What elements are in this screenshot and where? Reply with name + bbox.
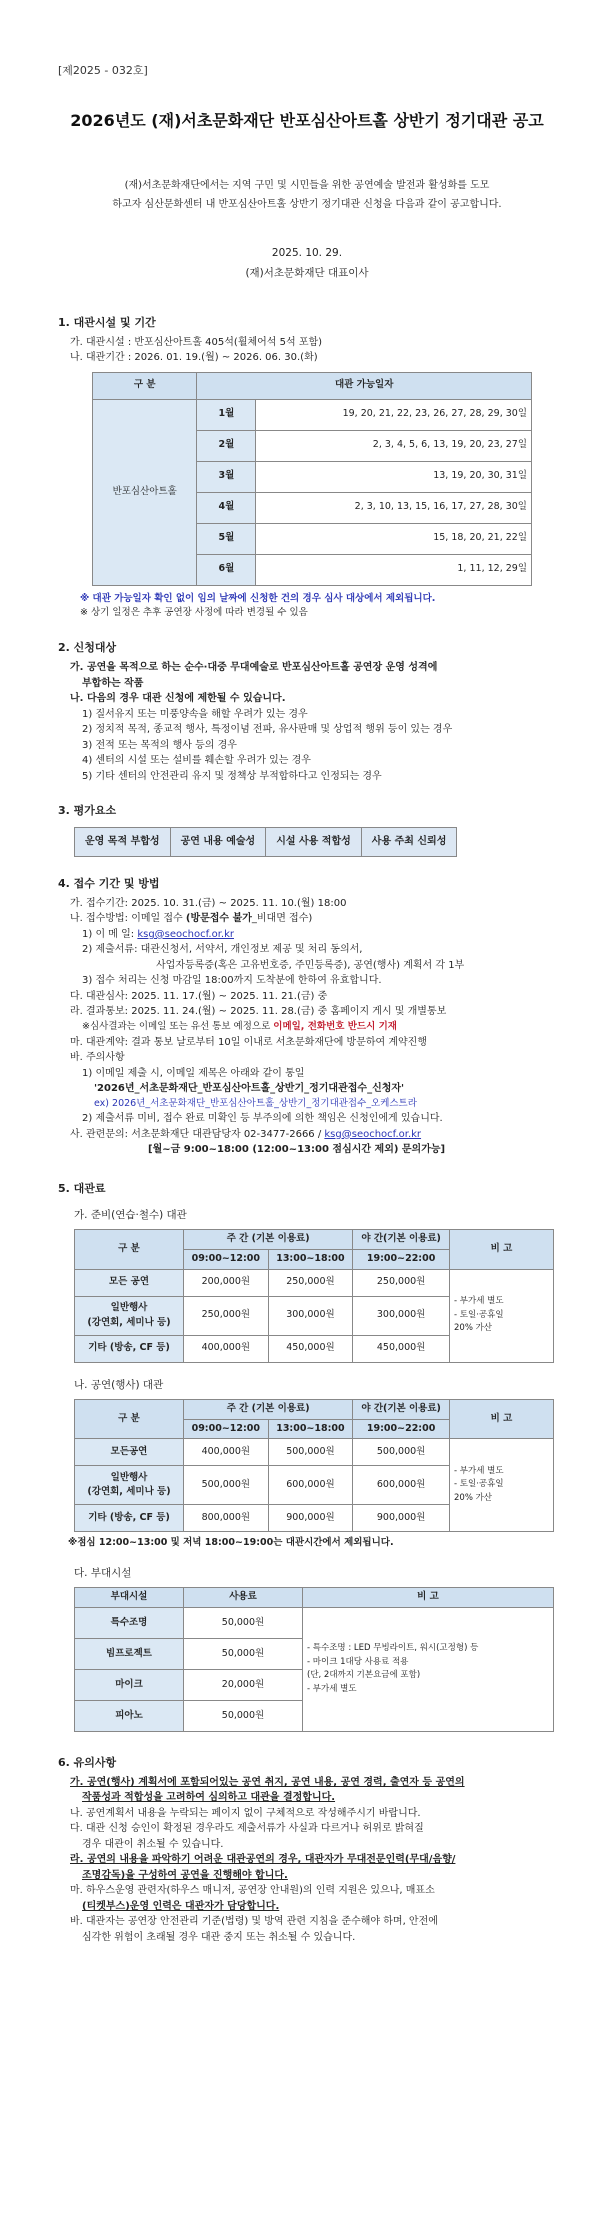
intro-paragraph — [58, 176, 556, 214]
period-line: 가. 접수기간: 2025. 10. 31.(금) ~ 2025. 11. 10.(월) 18:00 — [70, 897, 347, 909]
time-header: 13:00~18:00 — [268, 1419, 353, 1439]
issuer: (재)서초문화재단 대표이사 — [245, 266, 369, 279]
time-header: 09:00~12:00 — [184, 1249, 269, 1269]
page-title: 2026년도 (재)서초문화재단 반포심산아트홀 상반기 정기대관 공고 — [70, 111, 544, 131]
table-header: 야 간(기본 이용료) — [353, 1399, 450, 1419]
method-text: 나. 접수방법: 이메일 접수 — [70, 913, 186, 925]
fee-cell: 900,000원 — [268, 1505, 353, 1532]
equipment-fee: 50,000원 — [184, 1607, 303, 1638]
caution-item: 2) 제출서류 미비, 접수 완료 미확인 등 부주의에 의한 책임은 신청인에게 있습니다. — [82, 1113, 443, 1125]
subject-example: ex) 2026년_서초문화재단_반포심산아트홀_상반기_정기대관접수_오케스트라 — [94, 1097, 417, 1109]
caution-line: 조명감독)을 구성하여 공연을 진행해야 합니다. — [82, 1869, 288, 1881]
documents-line: 2) 제출서류: 대관신청서, 서약서, 개인정보 제공 및 처리 동의서, — [82, 944, 363, 956]
equipment-label: 특수조명 — [75, 1607, 184, 1638]
section-title: 4. 접수 기간 및 방법 — [58, 876, 160, 890]
period-line: 나. 대관기간 : 2026. 01. 19.(월) ~ 2026. 06. 30.(화) — [70, 352, 318, 364]
document-number: [제2025 - 032호] — [58, 64, 148, 77]
table-header: 사용료 — [184, 1588, 303, 1608]
row-label: 일반행사 (강연회, 세미나 등) — [75, 1296, 184, 1335]
caution-line: (티켓부스)운영 인력은 대관자가 담당합니다. — [82, 1900, 280, 1912]
row-label: 모든공연 — [75, 1439, 184, 1466]
row-label: 기타 (방송, CF 등) — [75, 1335, 184, 1362]
section-title: 5. 대관료 — [58, 1181, 106, 1195]
table-header: 대관 가능일자 — [197, 372, 532, 399]
restriction-line: 나. 다음의 경우 대관 신청에 제한될 수 있습니다. — [70, 693, 286, 705]
equipment-fee: 50,000원 — [184, 1638, 303, 1669]
row-label: 모든 공연 — [75, 1269, 184, 1296]
email-link[interactable]: ksg@seochocf.or.kr — [137, 928, 234, 940]
equipment-label: 마이크 — [75, 1669, 184, 1700]
fee-cell: 250,000원 — [268, 1269, 353, 1296]
restriction-item: 5) 기타 센터의 안전관리 유지 및 정책상 부적합하다고 인정되는 경우 — [82, 770, 382, 782]
time-header: 09:00~12:00 — [184, 1419, 269, 1439]
equipment-fee: 50,000원 — [184, 1700, 303, 1731]
table-header: 비 고 — [303, 1588, 554, 1608]
venue-cell: 반포심산아트홀 — [93, 399, 197, 585]
review-line: 다. 대관심사: 2025. 11. 17.(월) ~ 2025. 11. 21.(금) 중 — [70, 990, 328, 1002]
method-bold: (방문접수 불가 — [185, 913, 252, 925]
month-cell: 2월 — [197, 430, 256, 461]
evaluation-item: 사용 주최 신뢰성 — [361, 828, 457, 857]
time-header: 19:00~22:00 — [353, 1419, 450, 1439]
remark-cell: - 부가세 별도 - 토일·공휴일 20% 가산 — [450, 1439, 554, 1532]
schedule-note: ※ 상기 일정은 추후 공연장 사정에 따라 변경될 수 있음 — [80, 607, 308, 619]
result-note-text: ※심사결과는 이메일 또는 유선 통보 예정으로 — [82, 1020, 274, 1032]
caution-line: 나. 공연계획서 내용을 누락되는 페이지 없이 구체적으로 작성해주시기 바랍니다. — [70, 1807, 421, 1819]
section-title: 2. 신청대상 — [58, 641, 117, 655]
row-label: 일반행사 (강연회, 세미나 등) — [75, 1466, 184, 1505]
caution-line: 다. 대관 신청 승인이 확정된 경우라도 제출서류가 사실과 다르거나 허위로 밝혀질 — [70, 1823, 424, 1835]
issue-date: 2025. 10. 29. — [271, 246, 343, 259]
restriction-item: 2) 정치적 목적, 종교적 행사, 특정이념 전파, 유사판매 및 상업적 행위 등이 있는 경우 — [82, 724, 453, 736]
eligibility-line: 가. 공연을 목적으로 하는 순수·대중 무대예술로 반포심산아트홀 공연장 운영 성격에 — [70, 662, 438, 674]
subject-format: '2026년_서초문화재단_반포심산아트홀_상반기_정기대관접수_신청자' — [94, 1083, 405, 1095]
fee-cell: 400,000원 — [184, 1335, 269, 1362]
month-cell: 4월 — [197, 492, 256, 523]
section-title: 1. 대관시설 및 기간 — [58, 315, 156, 329]
month-cell: 1월 — [197, 399, 256, 430]
fee-cell: 250,000원 — [353, 1269, 450, 1296]
restriction-item: 1) 질서유지 또는 미풍양속을 해할 우려가 있는 경우 — [82, 708, 308, 720]
documents-line: 사업자등록증(혹은 고유번호증, 주민등록증), 공연(행사) 계획서 각 1부 — [156, 959, 465, 971]
performance-fee-table — [74, 1399, 554, 1532]
fee-cell: 500,000원 — [268, 1439, 353, 1466]
contact-text: 사. 관련문의: 서초문화재단 대관담당자 02-3477-2666 / — [70, 1128, 325, 1140]
caution-line: 경우 대관이 취소될 수 있습니다. — [82, 1838, 224, 1850]
table-header: 비 고 — [450, 1230, 554, 1269]
caution-line: 바. 대관자는 공연장 안전관리 기준(법령) 및 방역 관련 지침을 준수해야 하며, 안전에 — [70, 1916, 438, 1928]
fee-cell: 600,000원 — [353, 1466, 450, 1505]
time-header: 19:00~22:00 — [353, 1249, 450, 1269]
contract-line: 마. 대관계약: 결과 통보 날로부터 10일 이내로 서초문화재단에 방문하여 계약진행 — [70, 1036, 428, 1048]
fee-cell: 300,000원 — [268, 1296, 353, 1335]
equipment-label: 피아노 — [75, 1700, 184, 1731]
fee-cell: 400,000원 — [184, 1439, 269, 1466]
subsection-title: 나. 공연(행사) 대관 — [74, 1378, 164, 1391]
table-header: 주 간 (기본 이용료) — [184, 1399, 353, 1419]
result-line: 라. 결과통보: 2025. 11. 24.(월) ~ 2025. 11. 28.(금) 중 홈페이지 게시 및 개별통보 — [70, 1006, 447, 1018]
caution-item: 1) 이메일 제출 시, 이메일 제목은 아래와 같이 통일 — [82, 1067, 305, 1079]
fee-cell: 500,000원 — [353, 1439, 450, 1466]
section-title: 6. 유의사항 — [58, 1755, 117, 1769]
subsection-title: 가. 준비(연습·철수) 대관 — [74, 1208, 187, 1221]
fee-cell: 200,000원 — [184, 1269, 269, 1296]
days-cell: 2, 3, 4, 5, 6, 13, 19, 20, 23, 27일 — [256, 430, 532, 461]
table-header: 구 분 — [75, 1230, 184, 1269]
days-cell: 19, 20, 21, 22, 23, 26, 27, 28, 29, 30일 — [256, 399, 532, 430]
email-label: 1) 이 메 일: — [82, 928, 138, 940]
evaluation-item: 공연 내용 예술성 — [170, 828, 266, 857]
method-line — [58, 911, 556, 927]
caution-line: 작품성과 적합성을 고려하여 심의하고 대관을 결정합니다. — [82, 1792, 336, 1804]
fee-cell: 450,000원 — [268, 1335, 353, 1362]
result-note — [58, 1020, 556, 1035]
availability-table — [92, 372, 532, 586]
contact-hours: [월~금 9:00~18:00 (12:00~13:00 점심시간 제외) 문의가능] — [148, 1144, 446, 1156]
fee-cell: 800,000원 — [184, 1505, 269, 1532]
table-header: 비 고 — [450, 1399, 554, 1438]
caution-line: 라. 공연의 내용을 파악하기 어려운 대관공연의 경우, 대관자가 무대전문인력(무대/음향/ — [70, 1854, 456, 1866]
contact-email-link[interactable]: ksg@seochocf.or.kr — [324, 1128, 422, 1140]
evaluation-item: 시설 사용 적합성 — [266, 828, 362, 857]
caution-line: 마. 하우스운영 관련자(하우스 매니저, 공연장 안내원)의 인력 지원은 있으나, 매표소 — [70, 1885, 435, 1897]
evaluation-table — [74, 827, 457, 857]
restriction-item: 3) 전적 또는 목적의 행사 등의 경우 — [82, 739, 237, 751]
fee-cell: 600,000원 — [268, 1466, 353, 1505]
subsection-title: 다. 부대시설 — [74, 1566, 132, 1579]
intro-line: (재)서초문화재단에서는 지역 구민 및 시민들을 위한 공연예술 발전과 활성화를 도모 — [124, 179, 490, 191]
days-cell: 1, 11, 12, 29일 — [256, 554, 532, 585]
table-header: 구 분 — [93, 372, 197, 399]
table-header: 구 분 — [75, 1399, 184, 1438]
table-header: 야 간(기본 이용료) — [353, 1230, 450, 1250]
days-cell: 13, 19, 20, 30, 31일 — [256, 461, 532, 492]
fee-cell: 900,000원 — [353, 1505, 450, 1532]
caution-line: 심각한 위험이 초래될 경우 대관 중지 또는 취소될 수 있습니다. — [82, 1931, 356, 1943]
email-line — [58, 927, 556, 943]
result-note-emphasis: 이메일, 전화번호 반드시 기재 — [273, 1020, 397, 1032]
section-title: 3. 평가요소 — [58, 804, 117, 818]
days-cell: 15, 18, 20, 21, 22일 — [256, 523, 532, 554]
table-header: 부대시설 — [75, 1588, 184, 1608]
time-header: 13:00~18:00 — [268, 1249, 353, 1269]
intro-line: 하고자 심산문화센터 내 반포심산아트홀 상반기 정기대관 신청을 다음과 같이 공고합니다. — [112, 198, 502, 210]
method-tail: _비대면 접수) — [251, 913, 313, 925]
issue-block — [58, 244, 556, 284]
deadline-line: 3) 접수 처리는 신청 마감일 18:00까지 도착분에 한하여 유효합니다. — [82, 975, 382, 987]
days-cell: 2, 3, 10, 13, 15, 16, 17, 27, 28, 30일 — [256, 492, 532, 523]
contact-line — [58, 1127, 556, 1143]
month-cell: 6월 — [197, 554, 256, 585]
caution-title: 바. 주의사항 — [70, 1052, 125, 1064]
equipment-fee: 20,000원 — [184, 1669, 303, 1700]
eligibility-line: 부합하는 작품 — [82, 677, 144, 689]
fee-cell: 300,000원 — [353, 1296, 450, 1335]
equipment-remark: - 특수조명 : LED 무빙라이트, 워시(고정형) 등 - 마이크 1대당 사용료 적용 (단, 2대까지 기본요금에 포함) - 부가세 별도 — [303, 1607, 554, 1731]
evaluation-item: 운영 목적 부합성 — [75, 828, 171, 857]
prep-fee-table — [74, 1229, 554, 1362]
row-label: 기타 (방송, CF 등) — [75, 1505, 184, 1532]
equipment-label: 빔프로젝트 — [75, 1638, 184, 1669]
fee-cell: 500,000원 — [184, 1466, 269, 1505]
equipment-fee-table — [74, 1587, 554, 1732]
warning-note: ※ 대관 가능일자 확인 없이 임의 날짜에 신청한 건의 경우 심사 대상에서 제외됩니다. — [80, 592, 436, 604]
table-header: 주 간 (기본 이용료) — [184, 1230, 353, 1250]
fee-cell: 450,000원 — [353, 1335, 450, 1362]
caution-line: 가. 공연(행사) 계획서에 포함되어있는 공연 취지, 공연 내용, 공연 경력, 출연자 등 공연의 — [70, 1776, 465, 1788]
fee-cell: 250,000원 — [184, 1296, 269, 1335]
restriction-item: 4) 센터의 시설 또는 설비를 훼손할 우려가 있는 경우 — [82, 755, 311, 767]
fee-note: ※점심 12:00~13:00 및 저녁 18:00~19:00는 대관시간에서 제외됩니다. — [68, 1537, 394, 1549]
venue-line: 가. 대관시설 : 반포심산아트홀 405석(휠체어석 5석 포함) — [70, 336, 323, 348]
remark-cell: - 부가세 별도 - 토일·공휴일 20% 가산 — [450, 1269, 554, 1362]
month-cell: 5월 — [197, 523, 256, 554]
month-cell: 3월 — [197, 461, 256, 492]
